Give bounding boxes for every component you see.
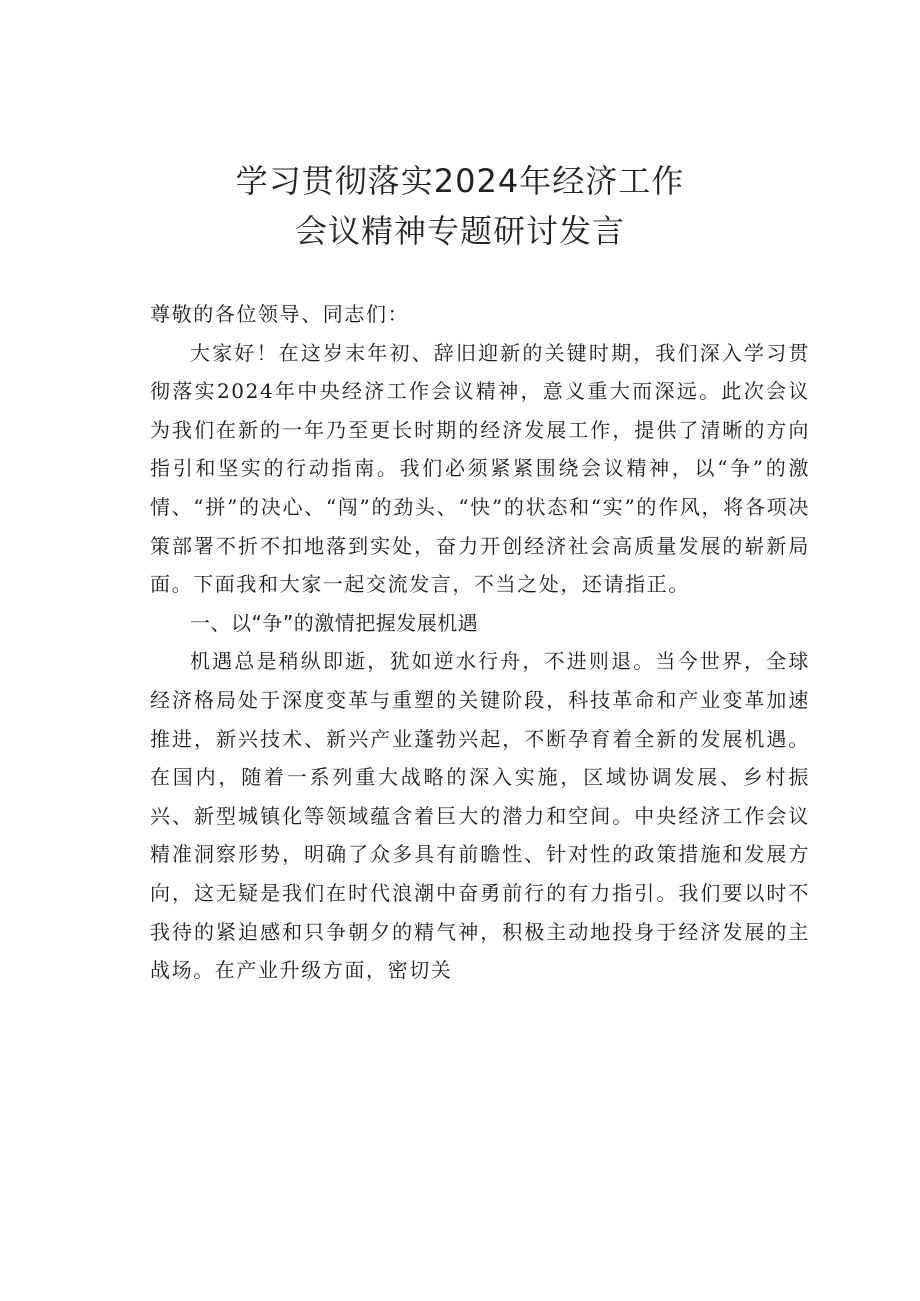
document-title: [0, 156, 920, 256]
intro-paragraph: 大家好！在这岁末年初、辞旧迎新的关键时期，我们深入学习贯彻落实2024年中央经济工作会议精神，意义重大而深远。此次会议为我们在新的一年乃至更长时期的经济发展工作，提供了清晰的方向指引和坚实的行动指南。我们必须紧紧围绕会议精神，以“争”的激情、“拼”的决心、“闯”的劲头、“快”的状态和“实”的作风，将各项决策部署不折不扣地落到实处，奋力开创经济社会高质量发展的崭新局面。下面我和大家一起交流发言，不当之处，还请指正。: [150, 340, 810, 597]
document-body: [150, 295, 810, 990]
salutation: 尊敬的各位领导、同志们：: [150, 302, 410, 326]
section-1-heading: 一、以“争”的激情把握发展机遇: [190, 610, 479, 635]
title-line-2: 会议精神专题研讨发言: [294, 212, 625, 250]
title-line-1: 学习贯彻落实2024年经济工作: [235, 162, 685, 200]
section-1-paragraph: 机遇总是稍纵即逝，犹如逆水行舟，不进则退。当今世界，全球经济格局处于深度变革与重塑的关键阶段，科技革命和产业变革加速推进，新兴技术、新兴产业蓬勃兴起，不断孕育着全新的发展机遇。在国内，随着一系列重大战略的深入实施，区域协调发展、乡村振兴、新型城镇化等领域蕴含着巨大的潜力和空间。中央经济工作会议精准洞察形势，明确了众多具有前瞻性、针对性的政策措施和发展方向，这无疑是我们在时代浪潮中奋勇前行的有力指引。我们要以时不我待的紧迫感和只争朝夕的精气神，积极主动地投身于经济发展的主战场。在产业升级方面，密切关: [150, 649, 810, 983]
